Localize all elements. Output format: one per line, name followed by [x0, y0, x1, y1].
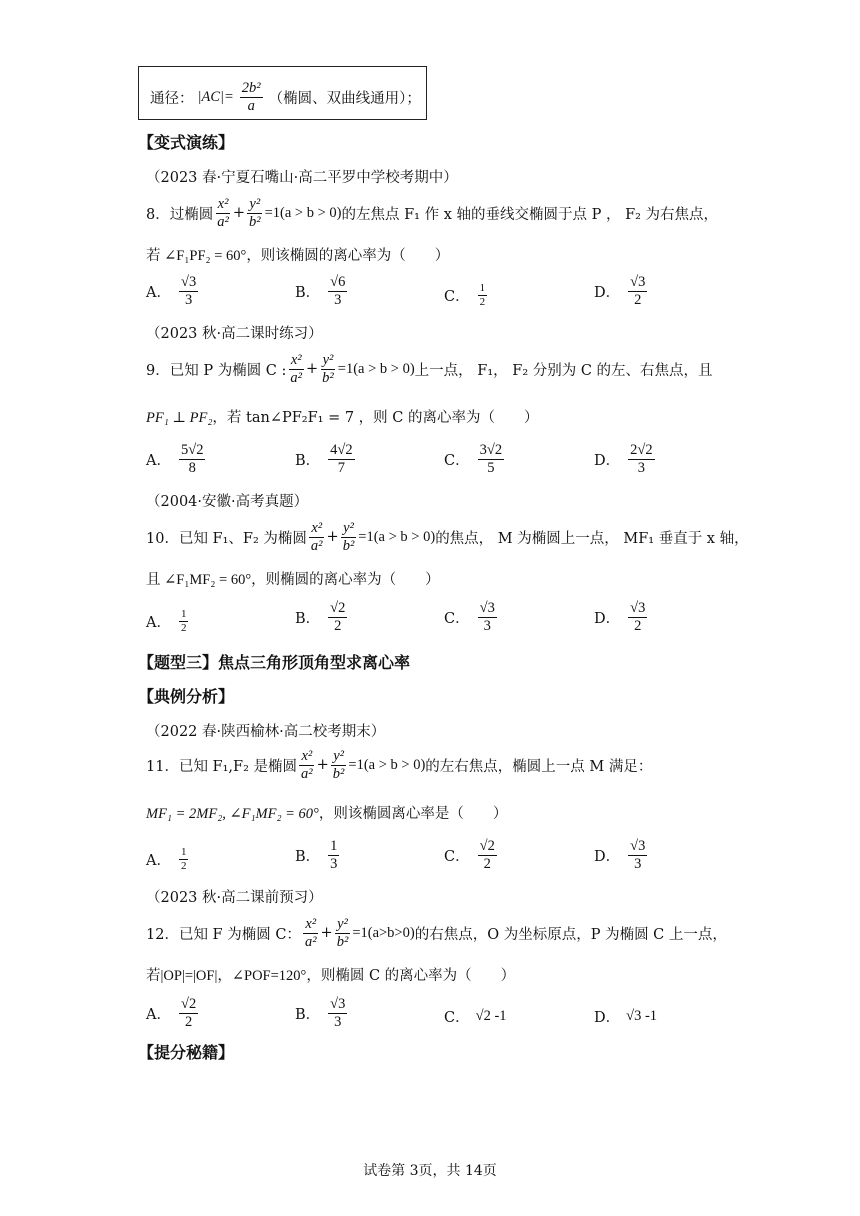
q11-line2: MF₁ = 2MF₂, ∠F₁MF₂ = 60°，则该椭圆离心率是（ ） [146, 806, 508, 822]
q12-option-d[interactable]: D． √3 -1 [594, 1008, 658, 1026]
q10-option-c[interactable]: C． $\frac{√3}{3}$ [444, 600, 495, 634]
q12-option-b[interactable]: B． $\frac{√3}{3}$ [295, 996, 346, 1030]
q11-option-b[interactable]: B． $\frac{1}{3}$ [295, 838, 338, 872]
q12-option-a[interactable]: A． $\frac{√2}{2}$ [146, 996, 197, 1030]
section-variant: 【变式演练】 [138, 133, 235, 152]
q8-line1: 8．过椭圆 $\frac{\text{x²}}{\text{a²}}$ + $\frac{\text{y²}}{\text{b²}}$ =1(a > b > 0) 的左焦点 F₁ 作 x 轴的垂线交椭圆于点 P ， F₂ 为右焦点， [146, 196, 719, 230]
q8-option-b[interactable]: B． $\frac{√6}{3}$ [295, 274, 346, 308]
q11-option-a[interactable]: A． $\frac{1}{2}$ [146, 846, 187, 872]
q10-option-b[interactable]: B． $\frac{√2}{2}$ [295, 600, 346, 634]
q11-option-c[interactable]: C． $\frac{√2}{2}$ [444, 838, 495, 872]
q12-line1: 12．已知 F 为椭圆 C： $\frac{\text{x²}}{\text{a²}}$ + $\frac{\text{y²}}{\text{b²}}$ =1(a>b>0) 的右焦点，O 为坐标原点，P 为椭圆 C 上一点， [146, 916, 727, 950]
q10-source: （2004·安徽·高考真题） [146, 494, 309, 510]
q9-option-d[interactable]: D． $\frac{2√2}{3}$ [594, 442, 653, 476]
formula-label: 通径： [150, 90, 194, 107]
q10-option-a[interactable]: A． $\frac{1}{2}$ [146, 608, 187, 634]
q8-ellipse-y: $\frac{\text{y²}}{\text{b²}}$ [249, 196, 261, 230]
q12-line2: 若|OP|=|OF|，∠POF=120°，则椭圆 C 的离心率为（ ） [146, 968, 516, 984]
formula-line [150, 80, 421, 114]
formula-left: |AC|= [197, 88, 234, 105]
q9-option-c[interactable]: C． $\frac{3√2}{5}$ [444, 442, 503, 476]
q8-option-c[interactable]: C． $\frac{1}{2}$ [444, 282, 486, 308]
q10-option-d[interactable]: D． $\frac{√3}{2}$ [594, 600, 646, 634]
q11-source: （2022 春·陕西榆林·高二校考期末） [146, 724, 386, 740]
q8-option-d[interactable]: D． $\frac{√3}{2}$ [594, 274, 646, 308]
q9-line1: 9．已知 P 为椭圆 C : $\frac{\text{x²}}{\text{a²}}$ + $\frac{\text{y²}}{\text{b²}}$ =1(a > b > 0) 上一点， F₁， F₂ 分别为 C 的左、右焦点，且 [146, 352, 713, 386]
q8-option-a[interactable]: A． $\frac{√3}{3}$ [146, 274, 197, 308]
formula-fraction: $\frac{\text{2b²}}{a}$ [241, 80, 261, 114]
page-footer: 试卷第 3页，共 14页 [363, 1163, 497, 1179]
section-tips: 【提分秘籍】 [138, 1043, 235, 1062]
q8-line2: 若 ∠F₁PF₂ = 60°，则该椭圆的离心率为（ ） [146, 248, 450, 264]
q9-option-a[interactable]: A． $\frac{5√2}{8}$ [146, 442, 204, 476]
q11-line1: 11．已知 F₁,F₂ 是椭圆 $\frac{\text{x²}}{\text{a²}}$ + $\frac{\text{y²}}{\text{b²}}$ =1(a > b > 0) 的左右焦点，椭圆上一点 M 满足： [146, 748, 653, 782]
q9-source: （2023 秋·高二课时练习） [146, 326, 323, 342]
section-example: 【典例分析】 [138, 687, 235, 706]
formula-note: （椭圆、双曲线通用）； [268, 90, 421, 107]
q9-option-b[interactable]: B． $\frac{4√2}{7}$ [295, 442, 353, 476]
section-type3: 【题型三】焦点三角形顶角型求离心率 [138, 653, 411, 672]
q12-source: （2023 秋·高二课前预习） [146, 890, 323, 906]
q8-source: （2023 春·宁夏石嘴山·高二平罗中学校考期中） [146, 170, 458, 186]
q10-line2: 且 ∠F₁MF₂ = 60°，则椭圆的离心率为（ ） [146, 572, 440, 588]
q11-option-d[interactable]: D． $\frac{√3}{3}$ [594, 838, 646, 872]
q12-option-c[interactable]: C． √2 -1 [444, 1008, 507, 1026]
q10-line1: 10．已知 F₁、F₂ 为椭圆 $\frac{\text{x²}}{\text{a²}}$ + $\frac{\text{y²}}{\text{b²}}$ =1(a > b > 0) 的焦点， M 为椭圆上一点， MF₁ 垂直于 x 轴， [146, 520, 749, 554]
q8-ellipse-x: $\frac{\text{x²}}{\text{a²}}$ [217, 196, 229, 230]
q9-line2: PF₁ ⊥ PF₂，若 tan∠PF₂F₁ = 7 ，则 C 的离心率为（ ） [146, 410, 539, 426]
